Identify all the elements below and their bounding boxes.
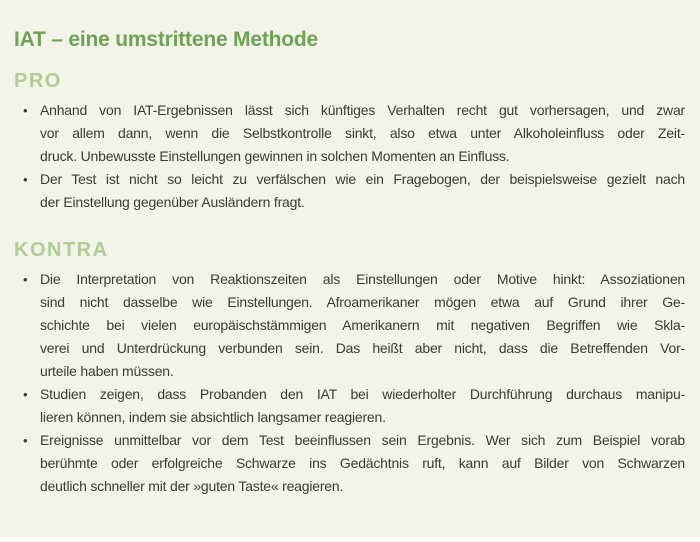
- text-line: Anhand von IAT-Ergebnissen lässt sich künftiges Verhalten recht gut vorhersagen, und zwar: [40, 102, 685, 118]
- text-line: Ereignisse unmittelbar vor dem Test beeinflussen sein Ergebnis. Wer sich zum Beispiel vorab: [40, 432, 685, 448]
- list-item: [14, 429, 685, 498]
- section-heading-kontra: KONTRA: [14, 239, 109, 261]
- list-item: [14, 268, 685, 383]
- bullet-text: [40, 383, 685, 429]
- bullet-text: [40, 99, 685, 168]
- bullet-icon: •: [23, 272, 28, 287]
- page-title: IAT – eine umstrittene Methode: [14, 28, 318, 51]
- text-line: Die Interpretation von Reaktionszeiten als Einstellungen oder Motive hinkt: Assoziationen: [40, 271, 685, 287]
- list-item: [14, 383, 685, 429]
- bullet-icon: •: [23, 433, 28, 448]
- bullet-text: [40, 168, 685, 214]
- text-line: schichte bei vielen europäischstämmigen Amerikanern mit negativen Begriffen wie Skla-: [40, 317, 685, 333]
- section-heading-pro: PRO: [14, 70, 62, 92]
- bullet-text: [40, 429, 685, 498]
- bullet-icon: •: [23, 387, 28, 402]
- bullet-text: [40, 268, 685, 383]
- bullet-icon: •: [23, 172, 28, 187]
- text-line: Studien zeigen, dass Probanden den IAT bei wiederholter Durchführung durchaus manipu-: [40, 386, 685, 402]
- sections-container: [14, 71, 685, 498]
- text-line: verei und Unterdrückung verbunden sein. Das heißt aber nicht, dass die Betreffenden Vor-: [40, 340, 685, 356]
- text-line: lieren können, indem sie absichtlich langsamer reagieren.: [40, 409, 386, 425]
- list-item: [14, 168, 685, 214]
- bullet-list-pro: [14, 99, 685, 214]
- bullet-list-kontra: [14, 268, 685, 498]
- text-line: berühmte oder erfolgreiche Schwarze ins Gedächtnis ruft, kann auf Bilder von Schwarzen: [40, 455, 685, 471]
- text-line: Der Test ist nicht so leicht zu verfälschen wie ein Fragebogen, der beispielsweise gezielt nach: [40, 171, 685, 187]
- text-line: deutlich schneller mit der »guten Taste« reagieren.: [40, 478, 344, 494]
- text-line: vor allem dann, wenn die Selbstkontrolle sinkt, also etwa unter Alkoholeinfluss oder Zeit-: [40, 125, 685, 141]
- text-line: druck. Unbewusste Einstellungen gewinnen in solchen Momenten an Einfluss.: [40, 148, 510, 164]
- text-line: urteile haben müssen.: [40, 363, 174, 379]
- bullet-icon: •: [23, 103, 28, 118]
- text-line: sind nicht dasselbe wie Einstellungen. Afroamerikaner mögen etwa auf Grund ihrer Ge-: [40, 294, 685, 310]
- text-line: der Einstellung gegenüber Ausländern fragt.: [40, 194, 305, 210]
- list-item: [14, 99, 685, 168]
